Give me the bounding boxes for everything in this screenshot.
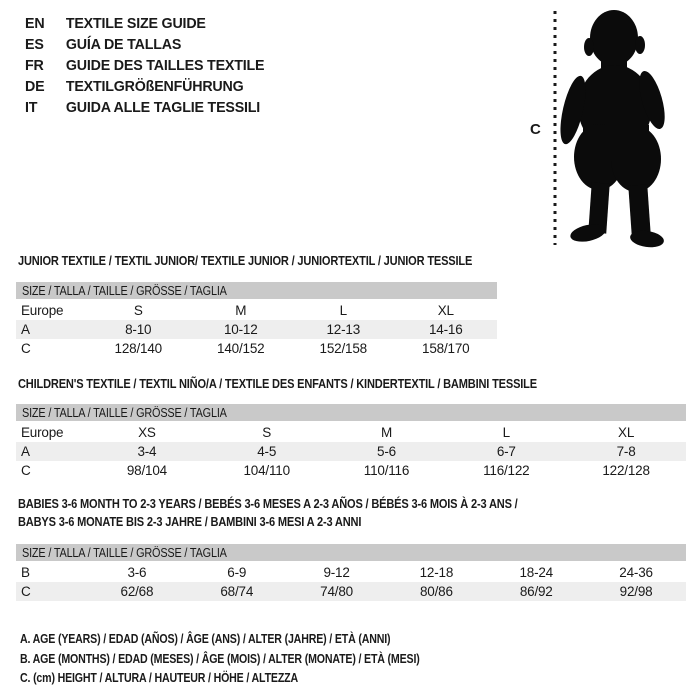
children-table-title: CHILDREN'S TEXTILE / TEXTIL NIÑO/A / TEXTILE DES ENFANTS / KINDERTEXTIL / BAMBINI TESSILE (18, 376, 537, 391)
height-cm-row (16, 461, 686, 480)
value-cell: 158/170 (422, 341, 470, 356)
row-label: C (21, 341, 31, 356)
value-cell: 12-13 (326, 322, 361, 337)
language-row-de (25, 76, 264, 97)
language-code: FR (25, 57, 44, 74)
value-cell: 152/158 (319, 341, 367, 356)
children-size-table (16, 404, 686, 480)
value-cell: 6-7 (496, 444, 516, 459)
value-cell: 3-4 (137, 444, 157, 459)
language-row-en (25, 13, 264, 34)
size-letters-row (16, 423, 686, 442)
value-cell: 116/122 (483, 463, 530, 478)
language-row-it (25, 97, 264, 118)
junior-table-title: JUNIOR TEXTILE / TEXTIL JUNIOR/ TEXTILE JUNIOR / JUNIORTEXTIL / JUNIOR TESSILE (18, 253, 473, 268)
height-cm-row (16, 339, 497, 358)
babies-size-table (16, 544, 686, 601)
value-cell: 86/92 (519, 584, 553, 599)
size-cell: L (339, 303, 347, 318)
size-cell: L (502, 425, 510, 440)
value-cell: 74/80 (320, 584, 353, 599)
language-code: DE (25, 78, 45, 95)
value-cell: 6-9 (227, 565, 247, 580)
value-cell: 4-5 (257, 444, 277, 459)
footnote-c: C. (cm) HEIGHT / ALTURA / HAUTEUR / HÖHE / ALTEZZA (20, 671, 298, 685)
value-cell: 8-10 (125, 322, 152, 337)
value-cell: 5-6 (377, 444, 396, 459)
size-cell: XL (618, 425, 635, 440)
size-cell: M (235, 303, 247, 318)
toddler-body-shape (555, 10, 669, 249)
language-code: EN (25, 15, 45, 32)
height-cm-row (16, 582, 686, 601)
language-title: TEXTILE SIZE GUIDE (65, 15, 206, 32)
size-cell: M (380, 425, 393, 440)
age-years-row (16, 320, 497, 339)
value-cell: 128/140 (114, 341, 162, 356)
value-cell: 62/68 (120, 584, 154, 599)
value-cell: 140/152 (217, 341, 265, 356)
value-cell: 7-8 (616, 444, 636, 459)
language-title: GUIDE DES TAILLES TEXTILE (65, 57, 265, 74)
value-cell: 12-18 (419, 565, 454, 580)
value-cell: 10-12 (223, 322, 258, 337)
value-cell: 18-24 (519, 565, 553, 580)
toddler-silhouette-icon (545, 5, 700, 250)
babies-table-title-line2: BABYS 3-6 MONATE BIS 2-3 JAHRE / BAMBINI 3-6 MESI A 2-3 ANNI (18, 514, 362, 529)
language-title-list (25, 13, 264, 118)
row-label: A (21, 444, 30, 459)
value-cell: 9-12 (323, 565, 350, 580)
row-label: C (21, 463, 31, 478)
language-row-fr (25, 55, 264, 76)
footnote-legend (20, 632, 490, 691)
row-label: B (21, 565, 30, 580)
value-cell: 80/86 (420, 584, 453, 599)
row-label: C (21, 584, 31, 599)
language-code: ES (25, 36, 44, 53)
size-letters-row (16, 301, 497, 320)
size-header-band: SIZE / TALLA / TAILLE / GRÖSSE / TAGLIA (16, 404, 686, 421)
value-cell: 68/74 (220, 584, 254, 599)
value-cell: 24-36 (619, 565, 653, 580)
size-cell: XS (138, 425, 156, 440)
region-label: Europe (21, 425, 64, 440)
language-title: TEXTILGRÖßENFÜHRUNG (65, 78, 244, 95)
language-title: GUÍA DE TALLAS (65, 36, 182, 53)
value-cell: 122/128 (602, 463, 650, 478)
value-cell: 104/110 (243, 463, 290, 478)
value-cell: 98/104 (126, 463, 167, 478)
value-cell: 92/98 (619, 584, 653, 599)
babies-table-title-line1: BABIES 3-6 MONTH TO 2-3 YEARS / BEBÉS 3-6 MESES A 2-3 AÑOS / BÉBÉS 3-6 MOIS À 2-3 ANS / (18, 496, 518, 511)
size-header-band: SIZE / TALLA / TAILLE / GRÖSSE / TAGLIA (16, 282, 497, 299)
value-cell: 14-16 (428, 322, 463, 337)
size-cell: S (262, 425, 272, 440)
row-label: A (21, 322, 30, 337)
age-months-row (16, 563, 686, 582)
footnote-a: A. AGE (YEARS) / EDAD (AÑOS) / ÂGE (ANS) / ALTER (JAHRE) / ETÀ (ANNI) (20, 632, 391, 646)
value-cell: 110/116 (363, 463, 410, 478)
value-cell: 3-6 (127, 565, 147, 580)
age-years-row (16, 442, 686, 461)
size-header-band: SIZE / TALLA / TAILLE / GRÖSSE / TAGLIA (16, 544, 686, 561)
language-row-es (25, 34, 264, 55)
size-cell: XL (437, 303, 454, 318)
size-cell: S (133, 303, 143, 318)
language-title: GUIDA ALLE TAGLIE TESSILI (65, 99, 261, 116)
junior-size-table (16, 282, 497, 358)
footnote-b: B. AGE (MONTHS) / EDAD (MESES) / ÂGE (MOIS) / ALTER (MONATE) / ETÀ (MESI) (20, 651, 420, 666)
height-measure-label: C (530, 121, 541, 138)
language-code: IT (25, 99, 38, 116)
region-label: Europe (21, 303, 64, 318)
